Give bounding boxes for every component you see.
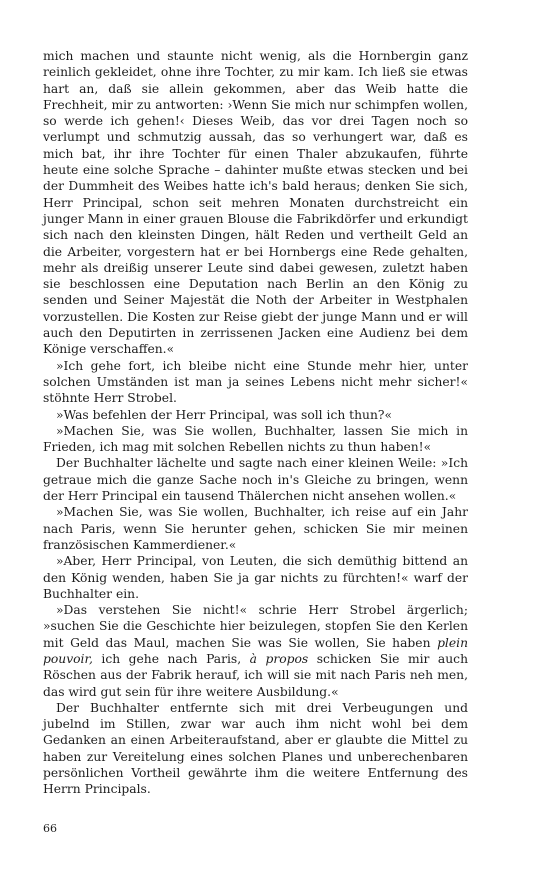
page-number: 66 <box>43 822 57 835</box>
paragraph-8-text-after: schicken Sie mir auch Röschen aus der Fabrik herauf, ich will sie mit nach Paris neh men, das wird gut sein für ihre weitere Ausbildung.« <box>43 651 468 699</box>
paragraph-7: »Aber, Herr Principal, von Leuten, die sich demüthig bittend an den König wenden, haben Sie ja gar nichts zu fürchten!« warf der Buchhalter ein. <box>43 554 468 601</box>
page-body <box>43 48 468 798</box>
paragraph-1: mich machen und staunte nicht wenig, als die Hornbergin ganz reinlich gekleidet, ohne ihre Tochter, zu mir kam. Ich ließ sie etwas hart an, daß sie allein gekommen, aber das Weib hatte die Frechheit, mir zu antworten: ›Wenn Sie mich nur schimpfen wollen, so werde ich gehen!‹ Dieses Weib, das vor drei Tagen noch so verlumpt und schmutzig aussah, das so verhungert war, daß es mich bat, ihr ihre Tochter für einen Thaler abzukaufen, führte heute eine solche Sprache – dahinter mußte etwas stecken und bei der Dummheit des Weibes hatte ich's bald heraus; denken Sie sich, Herr Principal, schon seit mehren Monaten durchstreicht ein junger Mann in einer grauen Blouse die Fabrikdörfer und erkundigt sich nach den kleinsten Dingen, hält Reden und vertheilt Geld an die Arbeiter, vorgestern hat er bei Hornbergs eine Rede gehalten, mehr als dreißig unserer Leute sind dabei gewesen, zuletzt haben sie beschlossen eine Deputation nach Berlin an den König zu senden und Seiner Majestät die Noth der Arbeiter in Westphalen vorzustellen. Die Kosten zur Reise giebt der junge Mann und er will auch den Deputirten in zerrissenen Jacken eine Audienz bei dem Könige verschaffen.« <box>43 49 468 357</box>
italic-plein-pouvoir: plein pouvoir, <box>43 635 468 666</box>
paragraph-5: Der Buchhalter lächelte und sagte nach einer kleinen Weile: »Ich getraue mich die ganze Sache noch in's Gleiche zu bringen, wenn der Herr Principal ein tausend Thälerchen nicht ansehen wollen.« <box>43 456 468 504</box>
paragraph-8 <box>43 602 468 700</box>
italic-a-propos: à propos <box>249 651 309 666</box>
paragraph-4: »Machen Sie, was Sie wollen, Buchhalter, lassen Sie mich in Frieden, ich mag mit solchen Rebellen nichts zu thun haben!« <box>43 423 468 455</box>
paragraph-3: »Was befehlen der Herr Principal, was soll ich thun?« <box>56 407 392 422</box>
paragraph-2: »Ich gehe fort, ich bleibe nicht eine Stunde mehr hier, unter solchen Umständen ist man ja seines Lebens nicht mehr sicher!« stöhnte Herr Strobel. <box>43 358 468 406</box>
paragraph-8-text-before: »Das verstehen Sie nicht!« schrie Herr Strobel ärgerlich; »suchen Sie die Geschichte hier beizulegen, stopfen Sie den Kerlen mit Geld das Maul, machen Sie was Sie wollen, Sie haben <box>43 603 468 650</box>
paragraph-8-text-middle: ich gehe nach Paris, <box>92 651 250 666</box>
paragraph-6: »Machen Sie, was Sie wollen, Buchhalter, ich reise auf ein Jahr nach Paris, wenn Sie herunter gehen, schicken Sie mir meinen französischen Kammerdiener.« <box>43 505 468 552</box>
paragraph-9: Der Buchhalter entfernte sich mit drei Verbeugungen und jubelnd im Stillen, zwar war auch ihm nicht wohl bei dem Gedanken an einen Arbeiteraufstand, aber er glaubte die Mittel zu haben zur Vereitelung eines solchen Planes und unberechenbaren persönlichen Vortheil gewährte ihm die weitere Entfernung des Herrn Principals. <box>43 700 468 797</box>
